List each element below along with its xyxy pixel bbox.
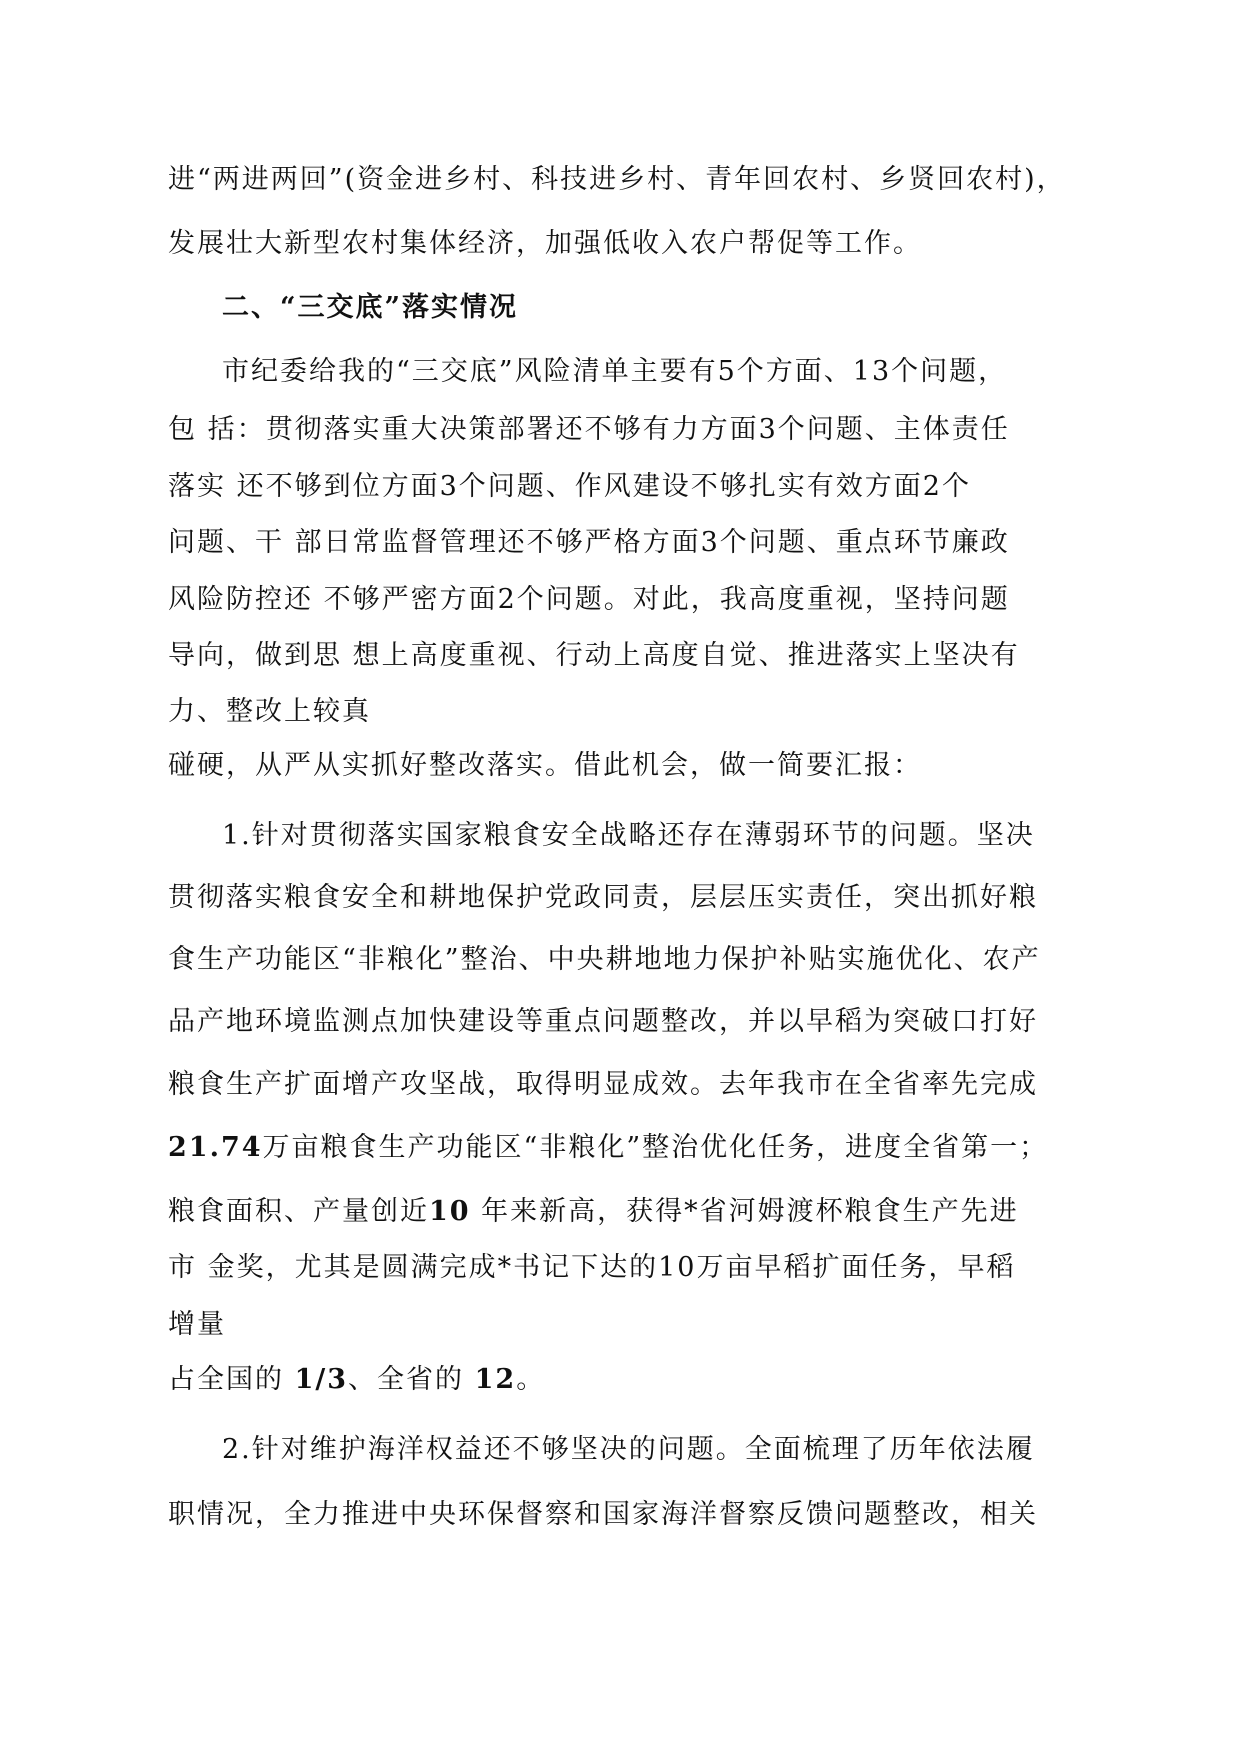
- text-line: 发展壮大新型农村集体经济，加强低收入农户帮促等工作。: [168, 228, 922, 259]
- text-line: 风险防控还 不够严密方面2个问题。对此，我高度重视，坚持问题: [168, 584, 1010, 615]
- text-segment: 占全国的: [168, 1364, 295, 1395]
- text-line: 碰硬，从严从实抓好整改落实。借此机会，做一简要汇报：: [168, 750, 922, 781]
- text-line: 贯彻落实粮食安全和耕地保护党政同责，层层压实责任，突出抓好粮: [168, 882, 1038, 913]
- text-line: [168, 1198, 1019, 1226]
- text-line: 品产地环境监测点加快建设等重点问题整改，并以早稻为突破口打好: [168, 1006, 1038, 1037]
- text-line: 包 括：贯彻落实重大决策部署还不够有力方面3个问题、主体责任: [168, 414, 1010, 445]
- text-line: [168, 1366, 545, 1394]
- text-segment: 。: [516, 1364, 546, 1395]
- section-heading: 二、“三交底”落实情况: [222, 292, 519, 323]
- text-segment: 年来新高，获得*省河姆渡杯粮食生产先进: [470, 1196, 1019, 1227]
- text-line: 职情况，全力推进中央环保督察和国家海洋督察反馈问题整改，相关: [168, 1499, 1038, 1530]
- text-line: 增量: [168, 1309, 226, 1340]
- text-segment: 万亩粮食生产功能区“非粮化”整治优化任务，进度全省第一；: [262, 1132, 1049, 1163]
- bold-figure: 21.74: [168, 1132, 263, 1163]
- text-line: [168, 1134, 1048, 1162]
- text-line: 导向，做到思 想上高度重视、行动上高度自觉、推进落实上坚决有: [168, 640, 1020, 671]
- text-line: 问题、干 部日常监督管理还不够严格方面3个问题、重点环节廉政: [168, 527, 1010, 558]
- text-line: 粮食生产扩面增产攻坚战，取得明显成效。去年我市在全省率先完成: [168, 1069, 1038, 1100]
- text-line: 进“两进两回”(资金进乡村、科技进乡村、青年回农村、乡贤回农村)，: [168, 164, 1066, 195]
- numbered-item-start: 2.针对维护海洋权益还不够坚决的问题。全面梳理了历年依法履: [222, 1434, 1035, 1465]
- text-segment: 、全省的: [348, 1364, 475, 1395]
- bold-figure: 1/3: [294, 1364, 349, 1395]
- numbered-item-start: 1.针对贯彻落实国家粮食安全战略还存在薄弱环节的问题。坚决: [222, 820, 1035, 851]
- text-line: 落实 还不够到位方面3个问题、作风建设不够扎实有效方面2个: [168, 471, 971, 502]
- text-line: 市 金奖，尤其是圆满完成*书记下达的10万亩早稻扩面任务，早稻: [168, 1252, 1016, 1283]
- bold-figure: 12: [474, 1364, 517, 1395]
- text-line: 市纪委给我的“三交底”风险清单主要有5个方面、13个问题，: [222, 356, 1008, 387]
- text-segment: 粮食面积、产量创近: [168, 1196, 429, 1227]
- text-line: 力、整改上较真: [168, 696, 371, 727]
- bold-figure: 10: [429, 1196, 471, 1227]
- text-line: 食生产功能区“非粮化”整治、中央耕地地力保护补贴实施优化、农产: [168, 944, 1041, 975]
